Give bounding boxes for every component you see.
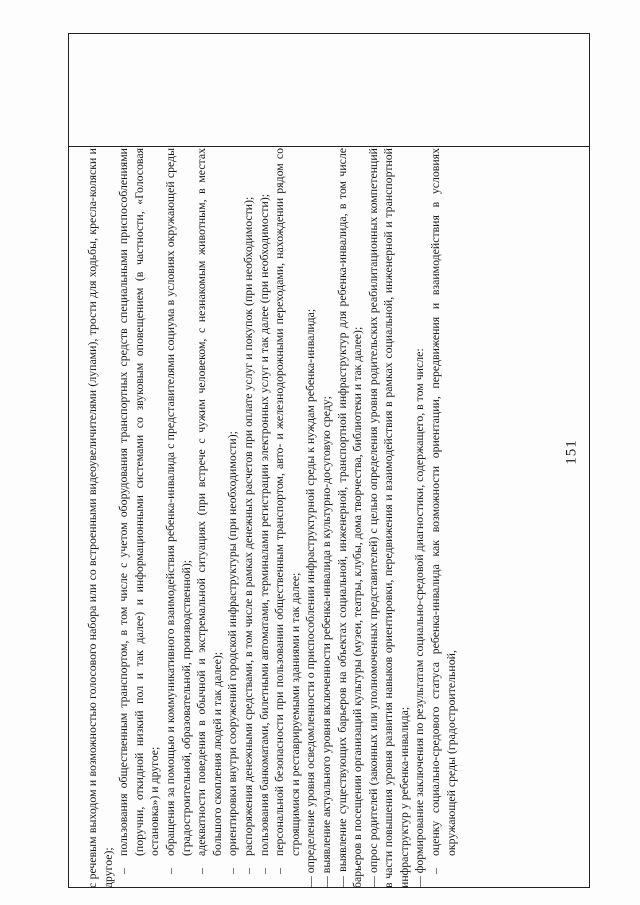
list-item: –пользования банкоматами, билетными автоматами, терминалами регистрации электронных услуг и так далее (при необходимости); (256, 193, 271, 874)
list-item: –адекватности поведения в обычной и экстремальной ситуациях (при встрече с чужим человеком, с незнакомым животным, в местах большого скопления людей и так далее); (194, 148, 224, 874)
list-item: –оценку социально-средового статуса ребенка-инвалида как возможности ориентации, передвижения и взаимодействия в условиях окружающей среды (градостроительной, (428, 148, 458, 874)
document-body (85, 148, 573, 888)
page-number: 151 (563, 439, 580, 465)
paragraph: — формирование заключения по результатам социально-средовой диагностики, содержащего, в том числе: (412, 348, 427, 888)
table-row-divider (68, 146, 590, 147)
paragraph: — выявление актуального уровня включенности ребенка-инвалида в культурно-досуговую среду; (318, 396, 333, 888)
paragraph: с речевым выходом и возможностью голосового набора или со встроенными видеоувеличителями (лупами), трости для ходьбы, кресла-коляски и другое); (85, 148, 115, 888)
list-item: –пользования общественным транспортом, в том числе с учетом оборудования транспортных средств специальными приспособлениями (поручни, откидной низкий пол и так далее) и информационными системами со звуковым оповещением (в частности, «Голосовая остановка») и другое; (116, 148, 162, 874)
list-item: –распоряжения денежными средствами, в том числе в рамках денежных расчетов при оплате услуг и покупок (при необходимости); (240, 196, 255, 874)
paragraph: — опрос родителей (законных или уполномоченных представителей) с целью определения уровня родительских реабилитационных компетенций в части повышения уровня развития навыков ориентировки, передвижения и взаимодействия в рамках социальной, инженерной и транспортной инфраструктур у ребенка-инвалида; (365, 148, 411, 888)
list-item: –обращения за помощью и коммуникативного взаимодействия ребенка-инвалида с представителями социума в условиях окружающей среды (градостроительной, образовательной, производственной); (162, 148, 193, 874)
paragraph: — выявление существующих барьеров на объектах социальной, инженерной, транспортной инфраструктур для ребенка-инвалида, в том числе барьеров в посещении организаций культуры (музеи, театры, клубы, дома творчества, библиотеки и так далее); (334, 148, 365, 888)
list-item: –ориентировки внутри сооружений городской инфраструктуры (при необходимости); (225, 431, 240, 874)
rotated-text-block (85, 148, 573, 888)
paragraph: — определение уровня осведомленности о приспособлении инфраструктурной среды к нуждам ребенка-инвалида; (303, 308, 318, 888)
list-item: –персональной безопасности при пользовании общественным транспортом, авто- и железнодорожными переходами, нахождении рядом со строящимися и реставрируемыми зданиями и так далее; (272, 148, 302, 874)
